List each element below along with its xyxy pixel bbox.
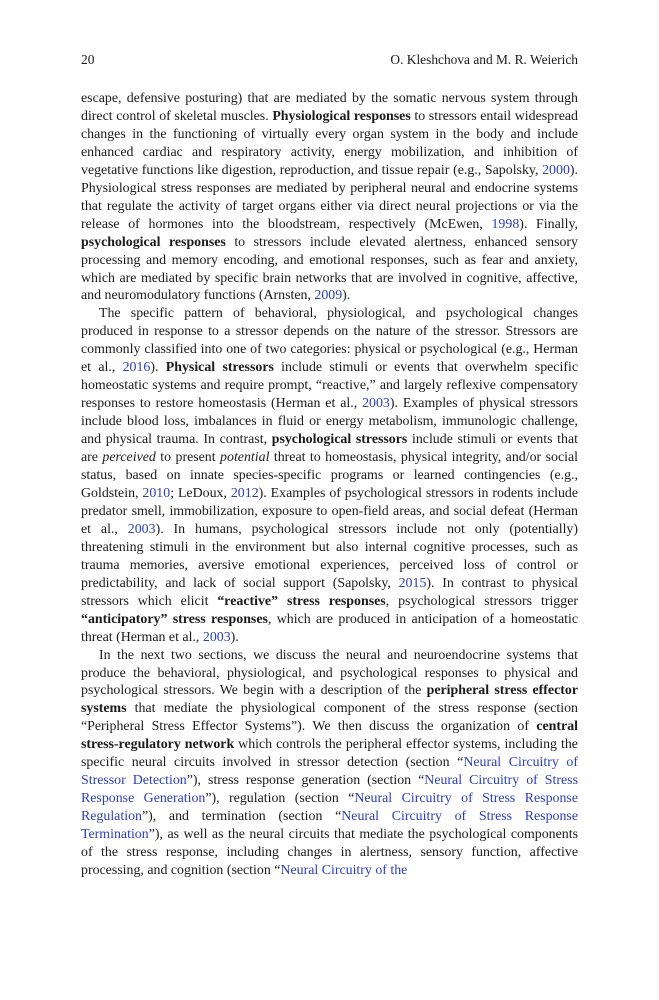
citation-link[interactable]: 2016: [122, 360, 151, 376]
text-run: ).: [230, 629, 239, 645]
term-physiological-responses: Physiological responses: [272, 108, 411, 124]
text-run: ). Examples of physical stressors include blood loss, imbalances in fluid or energy metabolism, immunologic challenge, and physical trauma. In contrast,: [81, 396, 578, 448]
term-psychological-stressors: psychological stressors: [271, 432, 408, 448]
section-link-stressor-detection[interactable]: Neural Circuitry of Stressor Detection: [81, 755, 578, 789]
text-run: ”), stress response generation (section “: [186, 773, 425, 789]
citation-link[interactable]: 2015: [398, 575, 427, 591]
text-run: which controls the peripheral effector systems, including the specific neural circuits involved in stressor detection (section “: [81, 737, 578, 771]
text-run: ). Examples of psychological stressors in rodents include predator smell, immobilization, exposure to open-field areas, and social defeat (Herman et al.,: [81, 485, 579, 537]
text-run: , psychological stressors trigger: [385, 593, 578, 609]
text-run: ).: [150, 360, 166, 376]
citation-link[interactable]: 1998: [491, 216, 520, 232]
citation-link[interactable]: 2003: [362, 396, 390, 412]
text-run: ). In humans, psychological stressors include not only (potentially) threatening stimuli in the environment but also internal cognitive processes, such as trauma memories, aversive emotional experiences, perceived loss of control or predictability, and lack of social support (Sapolsky,: [81, 521, 578, 591]
emphasis-perceived: perceived: [102, 450, 156, 466]
text-run: ”), and termination (section “: [141, 809, 342, 825]
text-run: ”), regulation (section “: [205, 791, 355, 807]
paragraph-2: [81, 305, 578, 646]
text-run: that mediate the physiological component of the stress response (section “Peripheral Stress Effector Systems”). We then discuss the organization of: [81, 701, 578, 735]
term-central-stress-regulatory-network: central stress-regulatory network: [81, 719, 578, 753]
text-run: to stressors include elevated alertness, enhanced sensory processing and memory encoding, and emotional responses, such as fear and anxiety, which are mediated by specific brain networks that are involved in cognitive, affective, and neuromodulatory functions (Arnsten,: [81, 234, 578, 304]
citation-link[interactable]: 2003: [202, 629, 231, 645]
term-psychological-responses: psychological responses: [81, 234, 226, 250]
text-run: The specific pattern of behavioral, physiological, and psychological changes produced in response to a stressor depends on the nature of the stressor. Stressors are commonly classified into one of two categories: physical or psychological (e.g., Herman et al.,: [81, 306, 578, 376]
text-run: escape, defensive posturing) that are mediated by the somatic nervous system through direct control of skeletal muscles.: [81, 91, 578, 124]
term-peripheral-stress-effector-systems: peripheral stress effector systems: [81, 683, 578, 717]
section-link-response-termination[interactable]: Neural Circuitry of Stress Response Termination: [81, 809, 578, 843]
emphasis-potential: potential: [220, 450, 270, 466]
text-run: ). Finally,: [519, 216, 578, 232]
text-run: include stimuli or events that overwhelm specific homeostatic systems and require prompt, “reactive,” and largely reflexive compensatory responses to restore homeostasis (Herman et al.,: [81, 360, 578, 412]
citation-link[interactable]: 2000: [542, 162, 570, 178]
text-run: to stressors entail widespread changes in the functioning of virtually every organ system in the body and include enhanced cardiac and respiratory activity, energy mobilization, and inhibition of vegetative functions like digestion, reproduction, and tissue repair (e.g., Sapolsky,: [81, 108, 578, 178]
text-run: ).: [342, 288, 351, 304]
term-physical-stressors: Physical stressors: [165, 360, 274, 376]
citation-link[interactable]: 2003: [127, 521, 156, 537]
text-run: , which are produced in anticipation of a homeostatic threat (Herman et al.,: [81, 611, 578, 645]
section-link-response-generation[interactable]: Neural Circuitry of Stress Response Generation: [81, 773, 578, 807]
section-link-neural-circuitry-of-the[interactable]: Neural Circuitry of the: [280, 862, 408, 878]
running-head-authors: O. Kleshchova and M. R. Weierich: [390, 52, 578, 67]
term-anticipatory-stress-responses: “anticipatory” stress responses: [81, 611, 268, 627]
citation-link[interactable]: 2010: [142, 485, 171, 501]
term-reactive-stress-responses: “reactive” stress responses: [217, 593, 386, 609]
body-text: [81, 90, 578, 880]
text-run: to present: [155, 450, 221, 466]
text-run: ; LeDoux,: [170, 485, 231, 501]
page-header: [81, 52, 578, 70]
page-number: 20: [81, 52, 95, 67]
paragraph-1: [81, 90, 578, 305]
text-run: ). In contrast to physical stressors which elicit: [81, 575, 578, 609]
section-link-response-regulation[interactable]: Neural Circuitry of Stress Response Regulation: [81, 791, 578, 825]
citation-link[interactable]: 2009: [314, 288, 343, 304]
text-run: ). Physiological stress responses are mediated by peripheral neural and endocrine systems that regulate the activity of target organs either via direct neural projections or via the release of hormones into the bloodstream, respectively (McEwen,: [81, 162, 578, 232]
text-run: threat to homeostasis, physical integrity, and/or social status, based on innate species-specific programs or learned contingencies (e.g., Goldstein,: [81, 450, 578, 501]
text-run: In the next two sections, we discuss the neural and neuroendocrine systems that produce the behavioral, physiological, and psychological responses to physical and psychological stressors. We begin with a description of the: [81, 647, 578, 699]
text-run: include stimuli or events that are: [81, 432, 578, 466]
text-run: ”), as well as the neural circuits that mediate the psychological components of the stress response, including changes in alertness, sensory function, affective processing, and cognition (section “: [81, 827, 578, 878]
citation-link[interactable]: 2012: [230, 485, 259, 501]
paragraph-3: [81, 647, 578, 880]
